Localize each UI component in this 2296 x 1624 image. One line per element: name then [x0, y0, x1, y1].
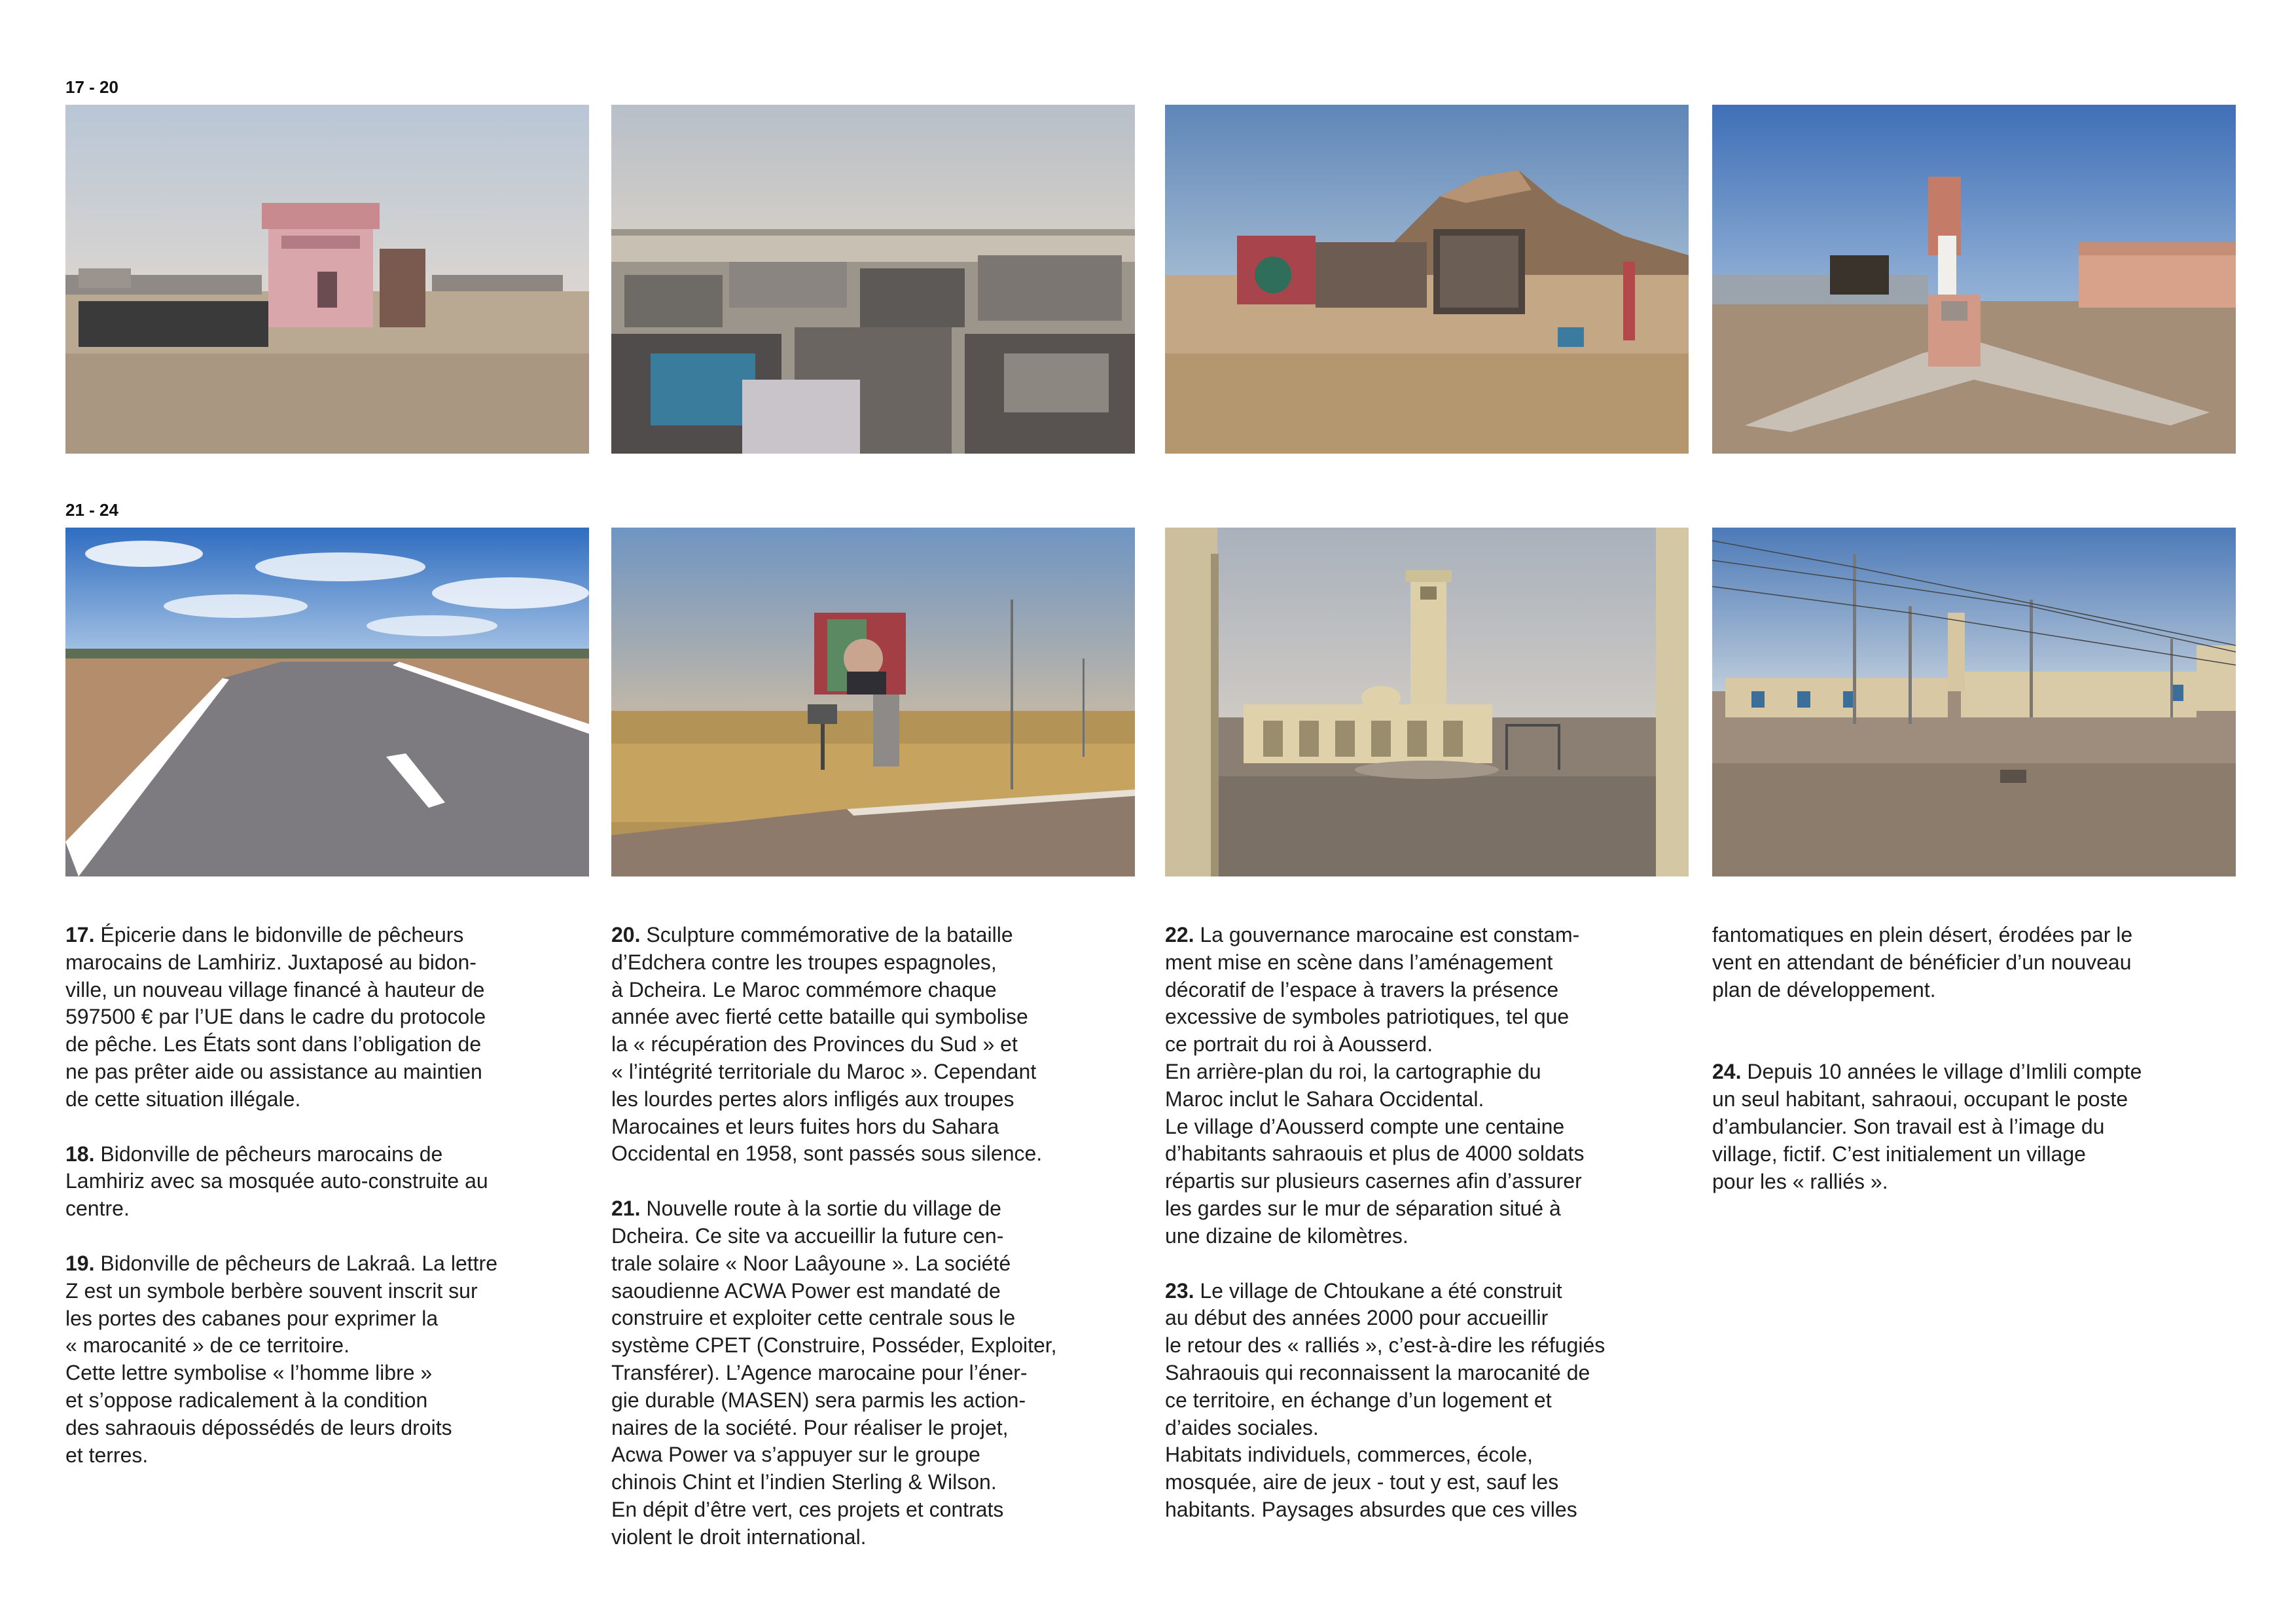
caption-column-1: [65, 922, 589, 1496]
caption-column-3: [1165, 922, 1689, 1551]
photo-ghost-village: [1712, 528, 2236, 876]
caption-column-2: [611, 922, 1135, 1579]
caption-21: 21. Nouvelle route à la sortie du village de Dcheira. Ce site va accueillir la future cen- trale solaire « Noor Laâyoune ». La société saoudienne ACWA Power est mandaté de construire et exploiter cette centrale sous le système CPET (Construire, Posséder, Exploiter, Transférer). L’Agence marocaine pour l’éner- gie durable (MASEN) sera parmis les action- naires de la société. Pour réaliser le projet, Acwa Power va s’appuyer sur le groupe chinois Chint et l’indien Sterling & Wilson. En dépit d’être vert, ces projets et contrats violent le droit international.: [611, 1197, 1057, 1549]
caption-23-continued: fantomatiques en plein désert, érodées par le vent en attendant de bénéficier d’un nouveau plan de développement.: [1712, 923, 2133, 1001]
photo-shantytown-rooftops: [611, 105, 1135, 454]
photo-pink-grocery: [65, 105, 589, 454]
caption-18: 18. Bidonville de pêcheurs marocains de Lamhiriz avec sa mosquée auto-construite au centre.: [65, 1142, 488, 1221]
caption-column-4: [1712, 922, 2236, 1223]
caption-22: 22. La gouvernance marocaine est constam- ment mise en scène dans l’aménagement décoratif de l’espace à travers la présence excessive de symboles patriotiques, tel que ce portrait du roi à Aousserd. En arrière-plan du roi, la cartographie du Maroc inclut le Sahara Occidental. Le village d’Aousserd compte une centaine d’habitants sahraouis et plus de 4000 soldats répartis sur plusieurs casernes afin d’assurer les gardes sur le mur de séparation situé à une dizaine de kilomètres.: [1165, 923, 1585, 1248]
caption-20: 20. Sculpture commémorative de la bataille d’Edchera contre les troupes espagnoles, à Dcheira. Le Maroc commémore chaque année avec fierté cette bataille qui symbolise la « récupération des Provinces du Sud » et « l’intégrité territoriale du Maroc ». Cependant les lourdes pertes alors infligés aux troupes Marocaines et leurs fuites hors du Sahara Occidental en 1958, sont passés sous silence.: [611, 923, 1043, 1166]
caption-17: 17. Épicerie dans le bidonville de pêcheurs marocains de Lamhiriz. Juxtaposé au bidon- ville, un nouveau village financé à hauteur de 597500 € par l’UE dans le cadre du protocole de pêche. Les États sont dans l’obligation de ne pas prêter aide ou assistance au maintien de cette situation illégale.: [65, 923, 486, 1111]
caption-23: 23. Le village de Chtoukane a été construit au début des années 2000 pour accueillir le retour des « ralliés », c’est-à-dire les réfugiés Sahraouis qui reconnaissent la marocanité de ce territoire, en échange d’un logement et d’aides sociales. Habitats individuels, commerces, école, mosquée, aire de jeux - tout y est, sauf les habitants. Paysages absurdes que ces villes: [1165, 1278, 1605, 1521]
photo-mosque-village: [1165, 528, 1689, 876]
caption-24: 24. Depuis 10 années le village d’Imlili compte un seul habitant, sahraoui, occupant le poste d’ambulancier. Son travail est à l’image du village, fictif. C’est initialement un village pour les « ralliés ».: [1712, 1060, 2142, 1193]
photo-new-road: [65, 528, 589, 876]
caption-19: 19. Bidonville de pêcheurs de Lakraâ. La lettre Z est un symbole berbère souvent inscrit sur les portes des cabanes pour exprimer la « marocanité » de ce territoire. Cette lettre symbolise « l’homme libre » et s’oppose radicalement à la condition des sahraouis dépossédés de leurs droits et terres.: [65, 1251, 497, 1467]
photo-cabins-mountain: [1165, 105, 1689, 454]
row-label-bottom: 21 - 24: [65, 500, 118, 520]
photo-king-billboard: [611, 528, 1135, 876]
row-label-top: 17 - 20: [65, 77, 118, 97]
photo-monument: [1712, 105, 2236, 454]
